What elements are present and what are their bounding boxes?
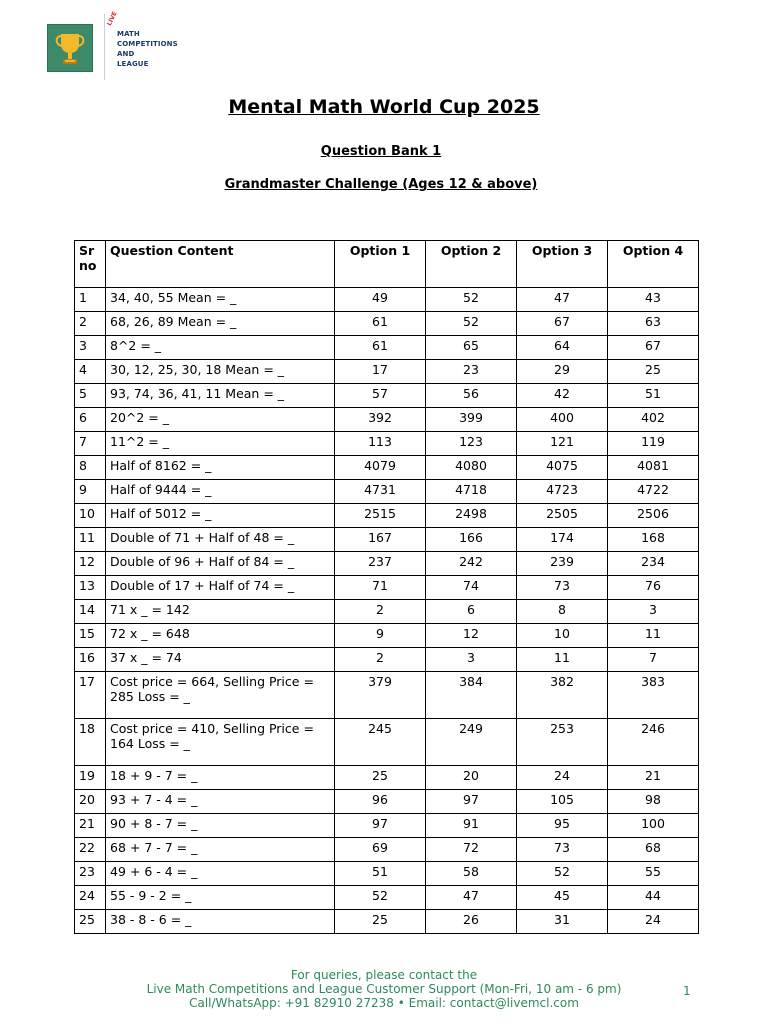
- option-4-cell: 4081: [608, 456, 699, 480]
- sr-no-cell: 18: [75, 719, 106, 766]
- option-3-cell: 121: [517, 432, 608, 456]
- table-row: [75, 432, 699, 456]
- question-cell: 20^2 = _: [106, 408, 335, 432]
- option-2-cell: 242: [426, 552, 517, 576]
- option-4-cell: 7: [608, 648, 699, 672]
- sr-no-cell: 20: [75, 790, 106, 814]
- sr-no-cell: 19: [75, 766, 106, 790]
- option-2-cell: 58: [426, 862, 517, 886]
- logo-wordmark: [117, 29, 187, 69]
- option-2-cell: 123: [426, 432, 517, 456]
- option-1-cell: 113: [335, 432, 426, 456]
- option-3-cell: 64: [517, 336, 608, 360]
- table-row: [75, 910, 699, 934]
- option-3-cell: 4723: [517, 480, 608, 504]
- question-table: [74, 240, 699, 934]
- question-cell: 68, 26, 89 Mean = _: [106, 312, 335, 336]
- header-option-4: Option 4: [608, 241, 699, 288]
- logo-line: LEAGUE: [117, 60, 149, 68]
- option-3-cell: 24: [517, 766, 608, 790]
- option-1-cell: 61: [335, 312, 426, 336]
- table-row: [75, 838, 699, 862]
- table-body: [75, 288, 699, 934]
- option-2-cell: 166: [426, 528, 517, 552]
- option-2-cell: 399: [426, 408, 517, 432]
- table-row: [75, 862, 699, 886]
- option-2-cell: 91: [426, 814, 517, 838]
- sr-no-cell: 11: [75, 528, 106, 552]
- question-cell: 30, 12, 25, 30, 18 Mean = _: [106, 360, 335, 384]
- sr-no-cell: 24: [75, 886, 106, 910]
- header-option-3: Option 3: [517, 241, 608, 288]
- option-4-cell: 246: [608, 719, 699, 766]
- option-4-cell: 98: [608, 790, 699, 814]
- logo-line: MATH: [117, 30, 140, 38]
- header-question: Question Content: [106, 241, 335, 288]
- header-option-2: Option 2: [426, 241, 517, 288]
- header-sr-no: Sr no: [75, 241, 106, 288]
- option-3-cell: 8: [517, 600, 608, 624]
- option-1-cell: 245: [335, 719, 426, 766]
- question-cell: 37 x _ = 74: [106, 648, 335, 672]
- option-4-cell: 4722: [608, 480, 699, 504]
- table-row: [75, 480, 699, 504]
- option-1-cell: 4731: [335, 480, 426, 504]
- option-1-cell: 61: [335, 336, 426, 360]
- option-4-cell: 11: [608, 624, 699, 648]
- option-4-cell: 234: [608, 552, 699, 576]
- question-cell: 72 x _ = 648: [106, 624, 335, 648]
- table-row: [75, 504, 699, 528]
- option-1-cell: 237: [335, 552, 426, 576]
- table-row: [75, 790, 699, 814]
- option-4-cell: 43: [608, 288, 699, 312]
- option-1-cell: 2: [335, 600, 426, 624]
- page-number: 1: [683, 984, 691, 998]
- table-row: [75, 576, 699, 600]
- table-row: [75, 408, 699, 432]
- table-row: [75, 336, 699, 360]
- option-1-cell: 69: [335, 838, 426, 862]
- sr-no-cell: 3: [75, 336, 106, 360]
- sr-no-cell: 5: [75, 384, 106, 408]
- table-row: [75, 672, 699, 719]
- option-1-cell: 2: [335, 648, 426, 672]
- question-bank-title: Question Bank 1: [320, 144, 442, 159]
- footer-line-1: For queries, please contact the: [290, 968, 478, 982]
- sr-no-cell: 7: [75, 432, 106, 456]
- option-2-cell: 249: [426, 719, 517, 766]
- option-3-cell: 47: [517, 288, 608, 312]
- option-4-cell: 168: [608, 528, 699, 552]
- question-cell: 34, 40, 55 Mean = _: [106, 288, 335, 312]
- sr-no-cell: 1: [75, 288, 106, 312]
- table-row: [75, 288, 699, 312]
- option-2-cell: 47: [426, 886, 517, 910]
- option-1-cell: 49: [335, 288, 426, 312]
- option-1-cell: 25: [335, 766, 426, 790]
- option-3-cell: 239: [517, 552, 608, 576]
- option-1-cell: 71: [335, 576, 426, 600]
- question-cell: Cost price = 664, Selling Price = 285 Loss = _: [106, 672, 335, 719]
- option-3-cell: 95: [517, 814, 608, 838]
- table-row: [75, 600, 699, 624]
- question-cell: 55 - 9 - 2 = _: [106, 886, 335, 910]
- option-3-cell: 67: [517, 312, 608, 336]
- option-4-cell: 402: [608, 408, 699, 432]
- option-1-cell: 57: [335, 384, 426, 408]
- option-1-cell: 96: [335, 790, 426, 814]
- option-4-cell: 44: [608, 886, 699, 910]
- sr-no-cell: 15: [75, 624, 106, 648]
- option-4-cell: 51: [608, 384, 699, 408]
- table-row: [75, 648, 699, 672]
- option-2-cell: 72: [426, 838, 517, 862]
- option-2-cell: 384: [426, 672, 517, 719]
- sr-no-cell: 9: [75, 480, 106, 504]
- table-row: [75, 528, 699, 552]
- sr-no-cell: 6: [75, 408, 106, 432]
- option-4-cell: 63: [608, 312, 699, 336]
- option-4-cell: 383: [608, 672, 699, 719]
- option-3-cell: 52: [517, 862, 608, 886]
- option-3-cell: 73: [517, 576, 608, 600]
- option-2-cell: 3: [426, 648, 517, 672]
- option-3-cell: 253: [517, 719, 608, 766]
- sr-no-cell: 22: [75, 838, 106, 862]
- option-1-cell: 9: [335, 624, 426, 648]
- option-2-cell: 4080: [426, 456, 517, 480]
- option-3-cell: 105: [517, 790, 608, 814]
- sr-no-cell: 4: [75, 360, 106, 384]
- table-row: [75, 456, 699, 480]
- table-row: [75, 384, 699, 408]
- sr-no-cell: 13: [75, 576, 106, 600]
- question-cell: 18 + 9 - 7 = _: [106, 766, 335, 790]
- option-1-cell: 167: [335, 528, 426, 552]
- question-cell: Half of 8162 = _: [106, 456, 335, 480]
- option-1-cell: 2515: [335, 504, 426, 528]
- option-1-cell: 52: [335, 886, 426, 910]
- option-2-cell: 4718: [426, 480, 517, 504]
- option-2-cell: 65: [426, 336, 517, 360]
- sr-no-cell: 16: [75, 648, 106, 672]
- option-3-cell: 29: [517, 360, 608, 384]
- question-cell: 38 - 8 - 6 = _: [106, 910, 335, 934]
- question-cell: Half of 5012 = _: [106, 504, 335, 528]
- option-2-cell: 52: [426, 288, 517, 312]
- sr-no-cell: 21: [75, 814, 106, 838]
- option-1-cell: 51: [335, 862, 426, 886]
- option-4-cell: 76: [608, 576, 699, 600]
- question-cell: 49 + 6 - 4 = _: [106, 862, 335, 886]
- header-option-1: Option 1: [335, 241, 426, 288]
- option-3-cell: 45: [517, 886, 608, 910]
- sr-no-cell: 25: [75, 910, 106, 934]
- logo-line: COMPETITIONS: [117, 40, 178, 48]
- sr-no-cell: 14: [75, 600, 106, 624]
- option-2-cell: 26: [426, 910, 517, 934]
- question-cell: 93, 74, 36, 41, 11 Mean = _: [106, 384, 335, 408]
- option-2-cell: 52: [426, 312, 517, 336]
- table-row: [75, 814, 699, 838]
- option-4-cell: 3: [608, 600, 699, 624]
- logo-line: AND: [117, 50, 135, 58]
- challenge-title: Grandmaster Challenge (Ages 12 & above): [224, 177, 538, 192]
- option-3-cell: 31: [517, 910, 608, 934]
- sr-no-cell: 10: [75, 504, 106, 528]
- option-4-cell: 119: [608, 432, 699, 456]
- option-1-cell: 17: [335, 360, 426, 384]
- logo-live-text: LIVE: [106, 10, 119, 27]
- question-cell: Half of 9444 = _: [106, 480, 335, 504]
- question-cell: 68 + 7 - 7 = _: [106, 838, 335, 862]
- footer-line-2: Live Math Competitions and League Customer Support (Mon-Fri, 10 am - 6 pm): [146, 982, 622, 996]
- question-cell: Double of 17 + Half of 74 = _: [106, 576, 335, 600]
- table-row: [75, 719, 699, 766]
- question-cell: 90 + 8 - 7 = _: [106, 814, 335, 838]
- option-1-cell: 392: [335, 408, 426, 432]
- table-row: [75, 360, 699, 384]
- option-2-cell: 74: [426, 576, 517, 600]
- sr-no-cell: 8: [75, 456, 106, 480]
- option-3-cell: 10: [517, 624, 608, 648]
- question-cell: 71 x _ = 142: [106, 600, 335, 624]
- option-3-cell: 11: [517, 648, 608, 672]
- trophy-logo: [47, 24, 93, 72]
- question-cell: Double of 71 + Half of 48 = _: [106, 528, 335, 552]
- trophy-icon: [48, 25, 92, 71]
- question-cell: Cost price = 410, Selling Price = 164 Loss = _: [106, 719, 335, 766]
- option-3-cell: 73: [517, 838, 608, 862]
- option-3-cell: 174: [517, 528, 608, 552]
- option-2-cell: 6: [426, 600, 517, 624]
- option-1-cell: 25: [335, 910, 426, 934]
- option-4-cell: 2506: [608, 504, 699, 528]
- option-4-cell: 24: [608, 910, 699, 934]
- option-4-cell: 21: [608, 766, 699, 790]
- option-1-cell: 379: [335, 672, 426, 719]
- option-3-cell: 2505: [517, 504, 608, 528]
- option-3-cell: 400: [517, 408, 608, 432]
- option-2-cell: 2498: [426, 504, 517, 528]
- option-2-cell: 97: [426, 790, 517, 814]
- footer: [0, 968, 768, 1010]
- sr-no-cell: 17: [75, 672, 106, 719]
- option-4-cell: 67: [608, 336, 699, 360]
- question-cell: 8^2 = _: [106, 336, 335, 360]
- sr-no-cell: 12: [75, 552, 106, 576]
- option-3-cell: 42: [517, 384, 608, 408]
- option-1-cell: 97: [335, 814, 426, 838]
- page-title: Mental Math World Cup 2025: [228, 96, 540, 118]
- option-4-cell: 100: [608, 814, 699, 838]
- sr-no-cell: 2: [75, 312, 106, 336]
- option-4-cell: 25: [608, 360, 699, 384]
- table-header-row: [75, 241, 699, 288]
- option-2-cell: 12: [426, 624, 517, 648]
- table-row: [75, 552, 699, 576]
- option-2-cell: 20: [426, 766, 517, 790]
- option-2-cell: 23: [426, 360, 517, 384]
- table-row: [75, 624, 699, 648]
- question-cell: Double of 96 + Half of 84 = _: [106, 552, 335, 576]
- option-3-cell: 382: [517, 672, 608, 719]
- sr-no-cell: 23: [75, 862, 106, 886]
- option-3-cell: 4075: [517, 456, 608, 480]
- option-4-cell: 55: [608, 862, 699, 886]
- table-row: [75, 886, 699, 910]
- question-cell: 93 + 7 - 4 = _: [106, 790, 335, 814]
- question-cell: 11^2 = _: [106, 432, 335, 456]
- option-2-cell: 56: [426, 384, 517, 408]
- table-row: [75, 312, 699, 336]
- option-4-cell: 68: [608, 838, 699, 862]
- table-row: [75, 766, 699, 790]
- footer-line-3: Call/WhatsApp: +91 82910 27238 • Email: contact@livemcl.com: [189, 996, 579, 1010]
- option-1-cell: 4079: [335, 456, 426, 480]
